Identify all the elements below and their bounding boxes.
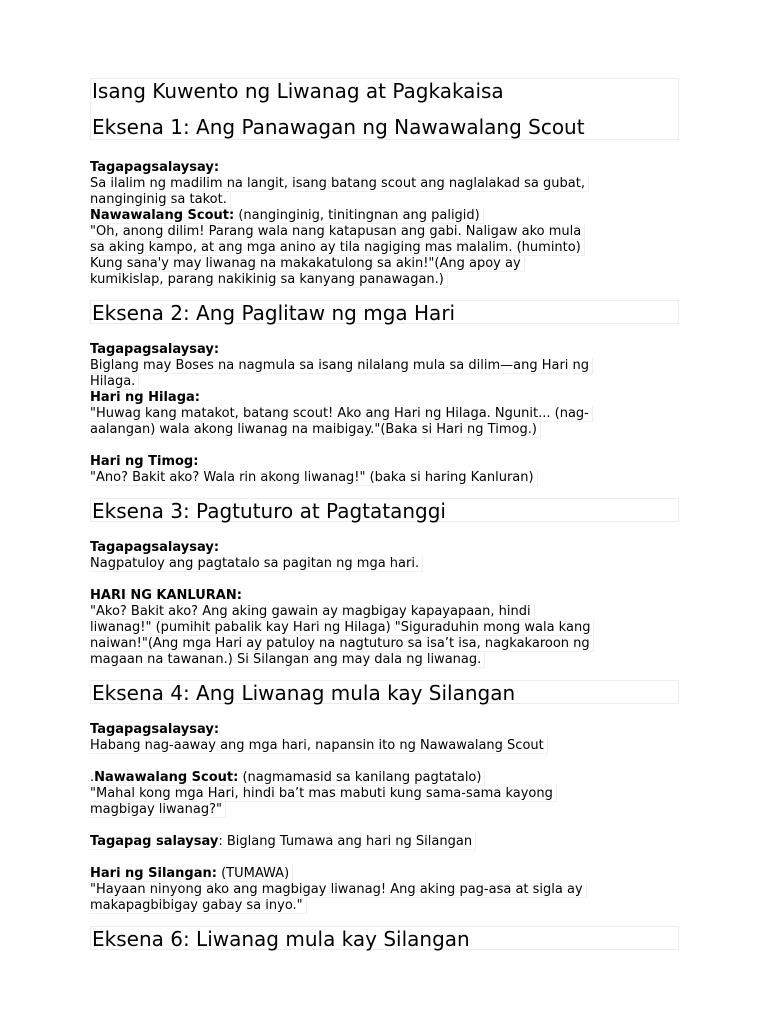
speaker-name: Tagapagsalaysay: bbox=[90, 342, 220, 357]
dialogue-line: aalangan) wala akong liwanag na maibigay."(Baka si Hari ng Timog.) bbox=[90, 418, 680, 434]
dialogue-line: Hilaga. bbox=[90, 370, 680, 386]
speaker-name: Nawawalang Scout: bbox=[94, 770, 239, 785]
dialogue-line: "Mahal kong mga Hari, hindi ba’t mas mabuti kung sama-sama kayong bbox=[90, 782, 680, 798]
title-block bbox=[90, 78, 679, 140]
scene-1-heading: Eksena 1: Ang Panawagan ng Nawawalang Scout bbox=[92, 115, 585, 139]
dialogue-line: makapagbibigay gabay sa inyo." bbox=[90, 894, 680, 910]
dialogue-line: liwanag!" (pumihit pabalik kay Hari ng Hilaga) "Siguraduhin mong wala kang bbox=[90, 616, 680, 632]
dialogue-line: "Huwag kang matakot, batang scout! Ako ang Hari ng Hilaga. Ngunit... (nag- bbox=[90, 402, 680, 418]
speaker-name: Tagapagsalaysay: bbox=[90, 160, 220, 175]
dialogue-line: .Nawawalang Scout: (nagmamasid sa kanilang pagtatalo) bbox=[90, 766, 680, 782]
dialogue-line: "Ako? Bakit ako? Ang aking gawain ay magbigay kapayapaan, hindi bbox=[90, 600, 680, 616]
dialogue-line: "Ano? Bakit ako? Wala rin akong liwanag!" (baka si haring Kanluran) bbox=[90, 466, 680, 482]
speaker-label bbox=[90, 718, 680, 737]
dialogue-line: Hari ng Silangan: (TUMAWA) bbox=[90, 862, 680, 878]
document-title: Isang Kuwento ng Liwanag at Pagkakaisa bbox=[92, 79, 504, 103]
dialogue-line: "Oh, anong dilim! Parang wala nang katapusan ang gabi. Naligaw ako mula bbox=[90, 220, 680, 236]
dialogue-line: Nagpatuloy ang pagtatalo sa pagitan ng mga hari. bbox=[90, 552, 680, 568]
dialogue-line: sa aking kampo, at ang mga anino ay tila nagiging mas malalim. (huminto) bbox=[90, 236, 680, 252]
dialogue-line: magbigay liwanag?" bbox=[90, 798, 680, 814]
speaker-label bbox=[90, 584, 680, 603]
dialogue-line: kumikislap, parang nakikinig sa kanyang panawagan.) bbox=[90, 268, 680, 284]
speaker-name: Hari ng Timog: bbox=[90, 454, 199, 469]
speaker-label bbox=[90, 536, 680, 555]
dialogue-line: magaan na tawanan.) Si Silangan ang may dala ng liwanag. bbox=[90, 648, 680, 664]
dialogue-line: Sa ilalim ng madilim na langit, isang batang scout ang naglalakad sa gubat, bbox=[90, 172, 680, 188]
speaker-label bbox=[90, 156, 680, 175]
dialogue-line: Habang nag-aaway ang mga hari, napansin ito ng Nawawalang Scout bbox=[90, 734, 680, 750]
scene-4 bbox=[90, 680, 680, 913]
dialogue-line: nanginginig sa takot. bbox=[90, 188, 680, 204]
speaker-name: Hari ng Hilaga: bbox=[90, 390, 200, 405]
speaker-name: Tagapag salaysay bbox=[90, 834, 219, 849]
dialogue-line: naiwan!"(Ang mga Hari ay patuloy na nagtuturo sa isa’t isa, nagkakaroon ng bbox=[90, 632, 680, 648]
speaker-name: Tagapagsalaysay: bbox=[90, 540, 220, 555]
speaker-label bbox=[90, 386, 680, 405]
scene-heading: Eksena 6: Liwanag mula kay Silangan bbox=[90, 926, 679, 950]
dialogue-line: "Hayaan ninyong ako ang magbigay liwanag! Ang aking pag-asa at sigla ay bbox=[90, 878, 680, 894]
speaker-name: Nawawalang Scout: bbox=[90, 208, 235, 223]
speaker-label bbox=[90, 338, 680, 357]
dialogue-line: Kung sana'y may liwanag na makakatulong sa akin!"(Ang apoy ay bbox=[90, 252, 680, 268]
dialogue-line: Tagapag salaysay: Biglang Tumawa ang hari ng Silangan bbox=[90, 830, 680, 846]
scene-2 bbox=[90, 300, 680, 485]
scene-heading: Eksena 4: Ang Liwanag mula kay Silangan bbox=[90, 680, 679, 704]
speaker-name: HARI NG KANLURAN: bbox=[90, 588, 242, 603]
speaker-label bbox=[90, 450, 680, 469]
speaker-name: Hari ng Silangan: bbox=[90, 866, 217, 881]
scene-1 bbox=[90, 156, 680, 287]
scene-5 bbox=[90, 926, 680, 950]
scene-3 bbox=[90, 498, 680, 667]
document-page bbox=[90, 78, 680, 966]
dialogue-line: Biglang may Boses na nagmula sa isang nilalang mula sa dilim—ang Hari ng bbox=[90, 354, 680, 370]
scene-heading: Eksena 3: Pagtuturo at Pagtatanggi bbox=[90, 498, 679, 522]
speaker-name: Tagapagsalaysay: bbox=[90, 722, 220, 737]
dialogue-line: Nawawalang Scout: (nanginginig, tinitingnan ang paligid) bbox=[90, 204, 680, 220]
scenes-container bbox=[90, 156, 680, 950]
scene-heading: Eksena 2: Ang Paglitaw ng mga Hari bbox=[90, 300, 679, 324]
